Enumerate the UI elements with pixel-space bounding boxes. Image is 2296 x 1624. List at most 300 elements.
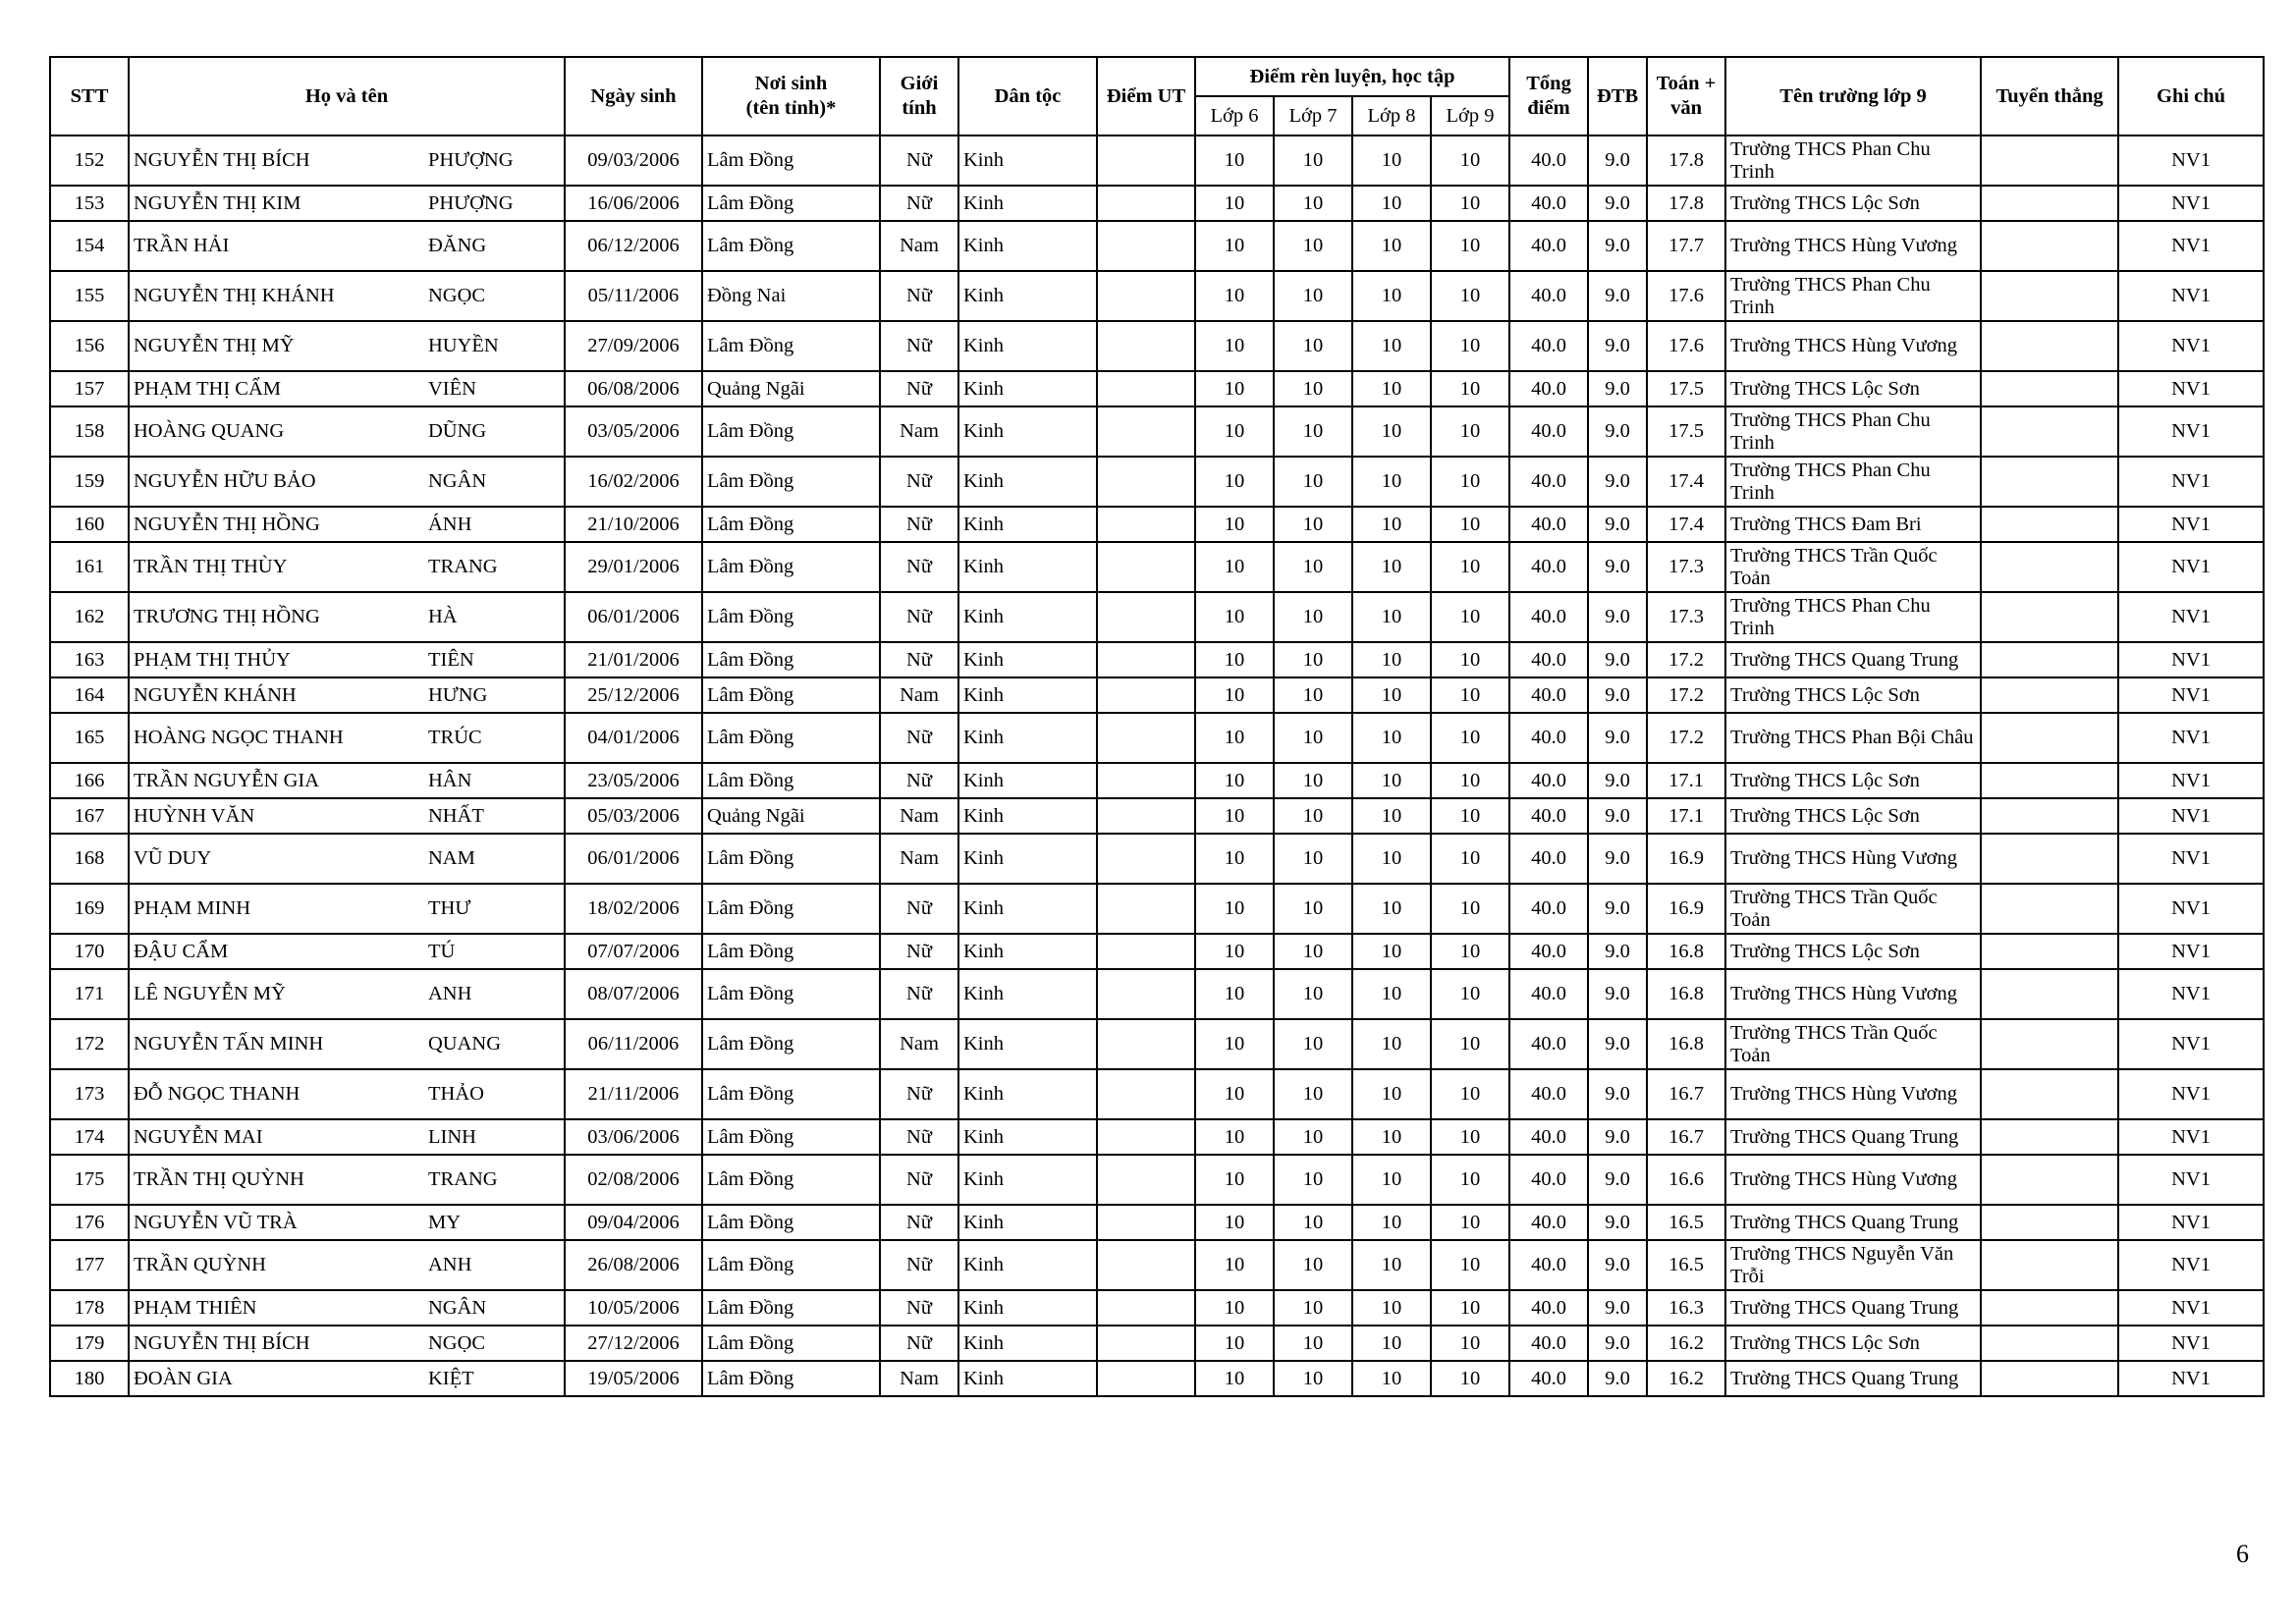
cell-gender: Nữ bbox=[880, 763, 958, 798]
cell-full-name bbox=[129, 507, 565, 542]
cell-first-name: ANH bbox=[428, 983, 472, 1004]
header-scores-group: Điểm rèn luyện, học tập bbox=[1195, 57, 1509, 96]
cell-ethnicity: Kinh bbox=[958, 1240, 1097, 1290]
cell-grade7: 10 bbox=[1274, 321, 1352, 371]
cell-birthplace: Lâm Đồng bbox=[702, 969, 880, 1019]
cell-grade9: 10 bbox=[1431, 763, 1509, 798]
cell-dob: 06/11/2006 bbox=[565, 1019, 702, 1069]
cell-birthplace: Lâm Đồng bbox=[702, 457, 880, 507]
cell-last-name: NGUYỄN MAI bbox=[134, 1125, 263, 1148]
cell-stt: 169 bbox=[50, 884, 129, 934]
cell-full-name bbox=[129, 1155, 565, 1205]
cell-note: NV1 bbox=[2118, 1155, 2264, 1205]
cell-school: Trường THCS Lộc Sơn bbox=[1725, 763, 1981, 798]
cell-last-name: HUỲNH VĂN bbox=[134, 804, 255, 827]
cell-grade7: 10 bbox=[1274, 457, 1352, 507]
cell-stt: 157 bbox=[50, 371, 129, 406]
cell-dob: 06/08/2006 bbox=[565, 371, 702, 406]
cell-grade8: 10 bbox=[1352, 507, 1431, 542]
cell-ethnicity: Kinh bbox=[958, 834, 1097, 884]
cell-direct-admission bbox=[1981, 371, 2118, 406]
cell-grade6: 10 bbox=[1195, 969, 1274, 1019]
header-note: Ghi chú bbox=[2118, 57, 2264, 135]
cell-math-lit: 17.2 bbox=[1647, 713, 1725, 763]
cell-stt: 165 bbox=[50, 713, 129, 763]
cell-direct-admission bbox=[1981, 507, 2118, 542]
cell-dob: 09/04/2006 bbox=[565, 1205, 702, 1240]
cell-grade9: 10 bbox=[1431, 969, 1509, 1019]
cell-grade6: 10 bbox=[1195, 763, 1274, 798]
cell-last-name: NGUYỄN THỊ HỒNG bbox=[134, 513, 320, 535]
cell-grade7: 10 bbox=[1274, 371, 1352, 406]
cell-stt: 170 bbox=[50, 934, 129, 969]
cell-total: 40.0 bbox=[1509, 834, 1588, 884]
cell-stt: 174 bbox=[50, 1119, 129, 1155]
cell-grade8: 10 bbox=[1352, 1069, 1431, 1119]
cell-ethnicity: Kinh bbox=[958, 934, 1097, 969]
cell-full-name bbox=[129, 592, 565, 642]
cell-first-name: TÚ bbox=[428, 940, 456, 962]
table-row bbox=[50, 834, 2264, 884]
cell-grade9: 10 bbox=[1431, 713, 1509, 763]
cell-last-name: NGUYỄN THỊ KIM bbox=[134, 191, 301, 214]
cell-stt: 176 bbox=[50, 1205, 129, 1240]
table-row bbox=[50, 1290, 2264, 1326]
cell-note: NV1 bbox=[2118, 1019, 2264, 1069]
cell-priority-score bbox=[1097, 1205, 1195, 1240]
cell-grade6: 10 bbox=[1195, 457, 1274, 507]
cell-ethnicity: Kinh bbox=[958, 1119, 1097, 1155]
cell-total: 40.0 bbox=[1509, 1155, 1588, 1205]
cell-note: NV1 bbox=[2118, 507, 2264, 542]
cell-full-name bbox=[129, 1361, 565, 1396]
cell-last-name: PHẠM THIÊN bbox=[134, 1296, 257, 1319]
cell-total: 40.0 bbox=[1509, 1240, 1588, 1290]
header-grade6: Lớp 6 bbox=[1195, 96, 1274, 135]
cell-school: Trường THCS Hùng Vương bbox=[1725, 834, 1981, 884]
cell-first-name: ANH bbox=[428, 1254, 472, 1275]
table-row bbox=[50, 969, 2264, 1019]
cell-total: 40.0 bbox=[1509, 1361, 1588, 1396]
cell-birthplace: Lâm Đồng bbox=[702, 1019, 880, 1069]
header-dob: Ngày sinh bbox=[565, 57, 702, 135]
cell-math-lit: 17.2 bbox=[1647, 677, 1725, 713]
cell-grade9: 10 bbox=[1431, 186, 1509, 221]
cell-priority-score bbox=[1097, 934, 1195, 969]
cell-birthplace: Quảng Ngãi bbox=[702, 371, 880, 406]
cell-full-name bbox=[129, 1290, 565, 1326]
cell-priority-score bbox=[1097, 457, 1195, 507]
cell-total: 40.0 bbox=[1509, 592, 1588, 642]
cell-avg: 9.0 bbox=[1588, 1240, 1647, 1290]
cell-gender: Nữ bbox=[880, 1326, 958, 1361]
table-row bbox=[50, 642, 2264, 677]
cell-grade8: 10 bbox=[1352, 457, 1431, 507]
cell-dob: 08/07/2006 bbox=[565, 969, 702, 1019]
table-row bbox=[50, 507, 2264, 542]
cell-avg: 9.0 bbox=[1588, 763, 1647, 798]
cell-school: Trường THCS Nguyễn Văn Trỗi bbox=[1725, 1240, 1981, 1290]
cell-grade7: 10 bbox=[1274, 507, 1352, 542]
cell-grade6: 10 bbox=[1195, 135, 1274, 186]
cell-first-name: NGÂN bbox=[428, 1296, 487, 1319]
cell-last-name: LÊ NGUYỄN MỸ bbox=[134, 983, 286, 1004]
cell-birthplace: Lâm Đồng bbox=[702, 507, 880, 542]
cell-avg: 9.0 bbox=[1588, 135, 1647, 186]
cell-last-name: HOÀNG NGỌC THANH bbox=[134, 727, 344, 748]
cell-full-name bbox=[129, 763, 565, 798]
cell-math-lit: 17.3 bbox=[1647, 542, 1725, 592]
cell-grade6: 10 bbox=[1195, 677, 1274, 713]
cell-first-name: THẢO bbox=[428, 1083, 484, 1105]
header-birthplace-line2: (tên tỉnh)* bbox=[745, 97, 837, 119]
cell-direct-admission bbox=[1981, 1361, 2118, 1396]
table-row bbox=[50, 884, 2264, 934]
cell-grade6: 10 bbox=[1195, 371, 1274, 406]
cell-grade6: 10 bbox=[1195, 1290, 1274, 1326]
cell-birthplace: Lâm Đồng bbox=[702, 406, 880, 457]
cell-ethnicity: Kinh bbox=[958, 1155, 1097, 1205]
cell-gender: Nữ bbox=[880, 271, 958, 321]
header-total bbox=[1509, 57, 1588, 135]
cell-full-name bbox=[129, 1019, 565, 1069]
cell-grade9: 10 bbox=[1431, 1290, 1509, 1326]
cell-last-name: NGUYỄN TẤN MINH bbox=[134, 1033, 324, 1055]
cell-grade6: 10 bbox=[1195, 221, 1274, 271]
cell-ethnicity: Kinh bbox=[958, 371, 1097, 406]
cell-grade9: 10 bbox=[1431, 1019, 1509, 1069]
cell-birthplace: Lâm Đồng bbox=[702, 186, 880, 221]
cell-dob: 23/05/2006 bbox=[565, 763, 702, 798]
cell-grade6: 10 bbox=[1195, 1361, 1274, 1396]
cell-priority-score bbox=[1097, 321, 1195, 371]
cell-ethnicity: Kinh bbox=[958, 321, 1097, 371]
cell-last-name: TRƯƠNG THỊ HỒNG bbox=[134, 606, 320, 627]
cell-full-name bbox=[129, 798, 565, 834]
cell-math-lit: 16.2 bbox=[1647, 1361, 1725, 1396]
cell-note: NV1 bbox=[2118, 1361, 2264, 1396]
cell-stt: 178 bbox=[50, 1290, 129, 1326]
cell-last-name: NGUYỄN THỊ KHÁNH bbox=[134, 285, 335, 306]
cell-grade6: 10 bbox=[1195, 884, 1274, 934]
cell-stt: 167 bbox=[50, 798, 129, 834]
cell-school: Trường THCS Đam Bri bbox=[1725, 507, 1981, 542]
cell-last-name: PHẠM THỊ CẨM bbox=[134, 377, 281, 400]
cell-dob: 27/12/2006 bbox=[565, 1326, 702, 1361]
cell-gender: Nữ bbox=[880, 1069, 958, 1119]
cell-math-lit: 16.6 bbox=[1647, 1155, 1725, 1205]
cell-priority-score bbox=[1097, 1119, 1195, 1155]
cell-gender: Nữ bbox=[880, 542, 958, 592]
cell-priority-score bbox=[1097, 542, 1195, 592]
table-body bbox=[50, 135, 2264, 1396]
student-score-table bbox=[49, 56, 2265, 1397]
cell-birthplace: Lâm Đồng bbox=[702, 542, 880, 592]
header-grade9: Lớp 9 bbox=[1431, 96, 1509, 135]
cell-last-name: PHẠM THỊ THỦY bbox=[134, 648, 291, 671]
cell-first-name: THƯ bbox=[428, 897, 471, 919]
cell-birthplace: Lâm Đồng bbox=[702, 1240, 880, 1290]
cell-grade6: 10 bbox=[1195, 798, 1274, 834]
cell-dob: 19/05/2006 bbox=[565, 1361, 702, 1396]
cell-note: NV1 bbox=[2118, 969, 2264, 1019]
cell-last-name: HOÀNG QUANG bbox=[134, 420, 285, 442]
cell-school: Trường THCS Phan Chu Trinh bbox=[1725, 135, 1981, 186]
cell-school: Trường THCS Trần Quốc Toản bbox=[1725, 542, 1981, 592]
cell-stt: 154 bbox=[50, 221, 129, 271]
cell-grade7: 10 bbox=[1274, 221, 1352, 271]
cell-school: Trường THCS Lộc Sơn bbox=[1725, 934, 1981, 969]
cell-grade8: 10 bbox=[1352, 592, 1431, 642]
cell-last-name: PHẠM MINH bbox=[134, 897, 251, 919]
cell-gender: Nữ bbox=[880, 1205, 958, 1240]
header-gender bbox=[880, 57, 958, 135]
cell-avg: 9.0 bbox=[1588, 1155, 1647, 1205]
cell-last-name: ĐỖ NGỌC THANH bbox=[134, 1083, 301, 1105]
cell-grade8: 10 bbox=[1352, 1361, 1431, 1396]
cell-gender: Nữ bbox=[880, 1240, 958, 1290]
cell-dob: 21/11/2006 bbox=[565, 1069, 702, 1119]
cell-first-name: TRÚC bbox=[428, 727, 482, 748]
cell-gender: Nam bbox=[880, 1019, 958, 1069]
cell-stt: 163 bbox=[50, 642, 129, 677]
cell-full-name bbox=[129, 321, 565, 371]
cell-first-name: TIÊN bbox=[428, 648, 474, 671]
cell-school: Trường THCS Phan Chu Trinh bbox=[1725, 271, 1981, 321]
header-gender-line2: tính bbox=[902, 97, 937, 119]
cell-last-name: NGUYỄN THỊ MỸ bbox=[134, 335, 295, 356]
cell-direct-admission bbox=[1981, 763, 2118, 798]
cell-note: NV1 bbox=[2118, 763, 2264, 798]
cell-stt: 166 bbox=[50, 763, 129, 798]
cell-grade8: 10 bbox=[1352, 542, 1431, 592]
cell-full-name bbox=[129, 642, 565, 677]
cell-grade9: 10 bbox=[1431, 1240, 1509, 1290]
cell-priority-score bbox=[1097, 834, 1195, 884]
cell-grade6: 10 bbox=[1195, 507, 1274, 542]
table-row bbox=[50, 1240, 2264, 1290]
cell-last-name: ĐOÀN GIA bbox=[134, 1367, 233, 1389]
cell-first-name: TRANG bbox=[428, 556, 498, 577]
table-row bbox=[50, 1069, 2264, 1119]
cell-school: Trường THCS Lộc Sơn bbox=[1725, 677, 1981, 713]
cell-priority-score bbox=[1097, 271, 1195, 321]
cell-grade6: 10 bbox=[1195, 642, 1274, 677]
cell-full-name bbox=[129, 542, 565, 592]
table-row bbox=[50, 271, 2264, 321]
cell-gender: Nữ bbox=[880, 592, 958, 642]
cell-note: NV1 bbox=[2118, 1326, 2264, 1361]
cell-avg: 9.0 bbox=[1588, 713, 1647, 763]
cell-note: NV1 bbox=[2118, 934, 2264, 969]
cell-priority-score bbox=[1097, 135, 1195, 186]
cell-school: Trường THCS Lộc Sơn bbox=[1725, 1326, 1981, 1361]
cell-dob: 16/06/2006 bbox=[565, 186, 702, 221]
cell-dob: 26/08/2006 bbox=[565, 1240, 702, 1290]
header-math-lit bbox=[1647, 57, 1725, 135]
cell-total: 40.0 bbox=[1509, 1019, 1588, 1069]
header-birthplace bbox=[702, 57, 880, 135]
cell-grade6: 10 bbox=[1195, 1119, 1274, 1155]
cell-note: NV1 bbox=[2118, 642, 2264, 677]
cell-gender: Nam bbox=[880, 798, 958, 834]
cell-grade9: 10 bbox=[1431, 1155, 1509, 1205]
cell-first-name: HUYỀN bbox=[428, 335, 499, 356]
cell-grade8: 10 bbox=[1352, 884, 1431, 934]
cell-full-name bbox=[129, 371, 565, 406]
cell-gender: Nam bbox=[880, 677, 958, 713]
cell-gender: Nữ bbox=[880, 371, 958, 406]
cell-last-name: TRẦN THỊ THÙY bbox=[134, 556, 288, 577]
cell-full-name bbox=[129, 1119, 565, 1155]
cell-first-name: NGỌC bbox=[428, 1331, 486, 1354]
cell-note: NV1 bbox=[2118, 834, 2264, 884]
cell-first-name: ĐĂNG bbox=[428, 235, 487, 256]
cell-priority-score bbox=[1097, 677, 1195, 713]
cell-note: NV1 bbox=[2118, 592, 2264, 642]
cell-avg: 9.0 bbox=[1588, 1119, 1647, 1155]
cell-ethnicity: Kinh bbox=[958, 135, 1097, 186]
cell-math-lit: 17.7 bbox=[1647, 221, 1725, 271]
cell-ethnicity: Kinh bbox=[958, 763, 1097, 798]
cell-math-lit: 17.1 bbox=[1647, 763, 1725, 798]
cell-grade9: 10 bbox=[1431, 406, 1509, 457]
cell-last-name: NGUYỄN KHÁNH bbox=[134, 683, 297, 706]
cell-direct-admission bbox=[1981, 677, 2118, 713]
cell-avg: 9.0 bbox=[1588, 1205, 1647, 1240]
cell-full-name bbox=[129, 406, 565, 457]
cell-total: 40.0 bbox=[1509, 884, 1588, 934]
cell-ethnicity: Kinh bbox=[958, 592, 1097, 642]
cell-school: Trường THCS Hùng Vương bbox=[1725, 321, 1981, 371]
cell-avg: 9.0 bbox=[1588, 321, 1647, 371]
cell-note: NV1 bbox=[2118, 186, 2264, 221]
cell-direct-admission bbox=[1981, 884, 2118, 934]
cell-birthplace: Lâm Đồng bbox=[702, 1119, 880, 1155]
cell-ethnicity: Kinh bbox=[958, 969, 1097, 1019]
cell-total: 40.0 bbox=[1509, 135, 1588, 186]
cell-grade7: 10 bbox=[1274, 1205, 1352, 1240]
cell-last-name: NGUYỄN HỮU BẢO bbox=[134, 470, 316, 492]
cell-full-name bbox=[129, 186, 565, 221]
cell-ethnicity: Kinh bbox=[958, 1019, 1097, 1069]
cell-total: 40.0 bbox=[1509, 798, 1588, 834]
cell-direct-admission bbox=[1981, 1290, 2118, 1326]
cell-full-name bbox=[129, 884, 565, 934]
cell-grade6: 10 bbox=[1195, 934, 1274, 969]
cell-direct-admission bbox=[1981, 457, 2118, 507]
cell-birthplace: Lâm Đồng bbox=[702, 1205, 880, 1240]
cell-first-name: HÀ bbox=[428, 606, 458, 627]
cell-avg: 9.0 bbox=[1588, 1361, 1647, 1396]
cell-total: 40.0 bbox=[1509, 1205, 1588, 1240]
cell-math-lit: 16.7 bbox=[1647, 1069, 1725, 1119]
cell-school: Trường THCS Hùng Vương bbox=[1725, 1155, 1981, 1205]
cell-avg: 9.0 bbox=[1588, 969, 1647, 1019]
cell-note: NV1 bbox=[2118, 221, 2264, 271]
header-avg: ĐTB bbox=[1588, 57, 1647, 135]
cell-ethnicity: Kinh bbox=[958, 677, 1097, 713]
cell-total: 40.0 bbox=[1509, 934, 1588, 969]
cell-total: 40.0 bbox=[1509, 763, 1588, 798]
cell-full-name bbox=[129, 271, 565, 321]
cell-ethnicity: Kinh bbox=[958, 271, 1097, 321]
cell-total: 40.0 bbox=[1509, 406, 1588, 457]
cell-note: NV1 bbox=[2118, 798, 2264, 834]
cell-total: 40.0 bbox=[1509, 507, 1588, 542]
cell-stt: 158 bbox=[50, 406, 129, 457]
cell-school: Trường THCS Quang Trung bbox=[1725, 1290, 1981, 1326]
cell-priority-score bbox=[1097, 713, 1195, 763]
cell-gender: Nữ bbox=[880, 135, 958, 186]
cell-avg: 9.0 bbox=[1588, 1069, 1647, 1119]
cell-avg: 9.0 bbox=[1588, 1019, 1647, 1069]
cell-note: NV1 bbox=[2118, 1205, 2264, 1240]
cell-total: 40.0 bbox=[1509, 542, 1588, 592]
cell-direct-admission bbox=[1981, 271, 2118, 321]
cell-avg: 9.0 bbox=[1588, 406, 1647, 457]
cell-birthplace: Lâm Đồng bbox=[702, 1361, 880, 1396]
cell-avg: 9.0 bbox=[1588, 677, 1647, 713]
cell-stt: 164 bbox=[50, 677, 129, 713]
cell-avg: 9.0 bbox=[1588, 542, 1647, 592]
cell-ethnicity: Kinh bbox=[958, 406, 1097, 457]
cell-grade8: 10 bbox=[1352, 969, 1431, 1019]
cell-dob: 06/01/2006 bbox=[565, 592, 702, 642]
cell-grade8: 10 bbox=[1352, 713, 1431, 763]
cell-total: 40.0 bbox=[1509, 713, 1588, 763]
cell-grade9: 10 bbox=[1431, 1205, 1509, 1240]
cell-ethnicity: Kinh bbox=[958, 542, 1097, 592]
cell-birthplace: Lâm Đồng bbox=[702, 934, 880, 969]
cell-dob: 18/02/2006 bbox=[565, 884, 702, 934]
cell-ethnicity: Kinh bbox=[958, 1290, 1097, 1326]
cell-note: NV1 bbox=[2118, 1240, 2264, 1290]
cell-direct-admission bbox=[1981, 1205, 2118, 1240]
cell-priority-score bbox=[1097, 642, 1195, 677]
cell-direct-admission bbox=[1981, 406, 2118, 457]
cell-first-name: TRANG bbox=[428, 1168, 498, 1190]
cell-note: NV1 bbox=[2118, 135, 2264, 186]
cell-avg: 9.0 bbox=[1588, 1290, 1647, 1326]
cell-math-lit: 17.4 bbox=[1647, 507, 1725, 542]
cell-total: 40.0 bbox=[1509, 969, 1588, 1019]
cell-grade9: 10 bbox=[1431, 1361, 1509, 1396]
cell-avg: 9.0 bbox=[1588, 457, 1647, 507]
cell-gender: Nam bbox=[880, 406, 958, 457]
cell-birthplace: Lâm Đồng bbox=[702, 321, 880, 371]
cell-school: Trường THCS Hùng Vương bbox=[1725, 1069, 1981, 1119]
cell-last-name: ĐẬU CẨM bbox=[134, 940, 229, 962]
table-row bbox=[50, 677, 2264, 713]
cell-dob: 07/07/2006 bbox=[565, 934, 702, 969]
cell-grade6: 10 bbox=[1195, 834, 1274, 884]
header-math-lit-line2: văn bbox=[1670, 97, 1702, 119]
cell-first-name: QUANG bbox=[428, 1033, 502, 1055]
header-birthplace-line1: Nơi sinh bbox=[754, 73, 828, 94]
header-grade8: Lớp 8 bbox=[1352, 96, 1431, 135]
cell-avg: 9.0 bbox=[1588, 271, 1647, 321]
cell-gender: Nữ bbox=[880, 457, 958, 507]
cell-grade9: 10 bbox=[1431, 642, 1509, 677]
cell-grade8: 10 bbox=[1352, 1326, 1431, 1361]
cell-first-name: LINH bbox=[428, 1125, 476, 1148]
cell-grade7: 10 bbox=[1274, 834, 1352, 884]
cell-dob: 29/01/2006 bbox=[565, 542, 702, 592]
cell-gender: Nữ bbox=[880, 507, 958, 542]
cell-priority-score bbox=[1097, 1240, 1195, 1290]
cell-grade6: 10 bbox=[1195, 186, 1274, 221]
